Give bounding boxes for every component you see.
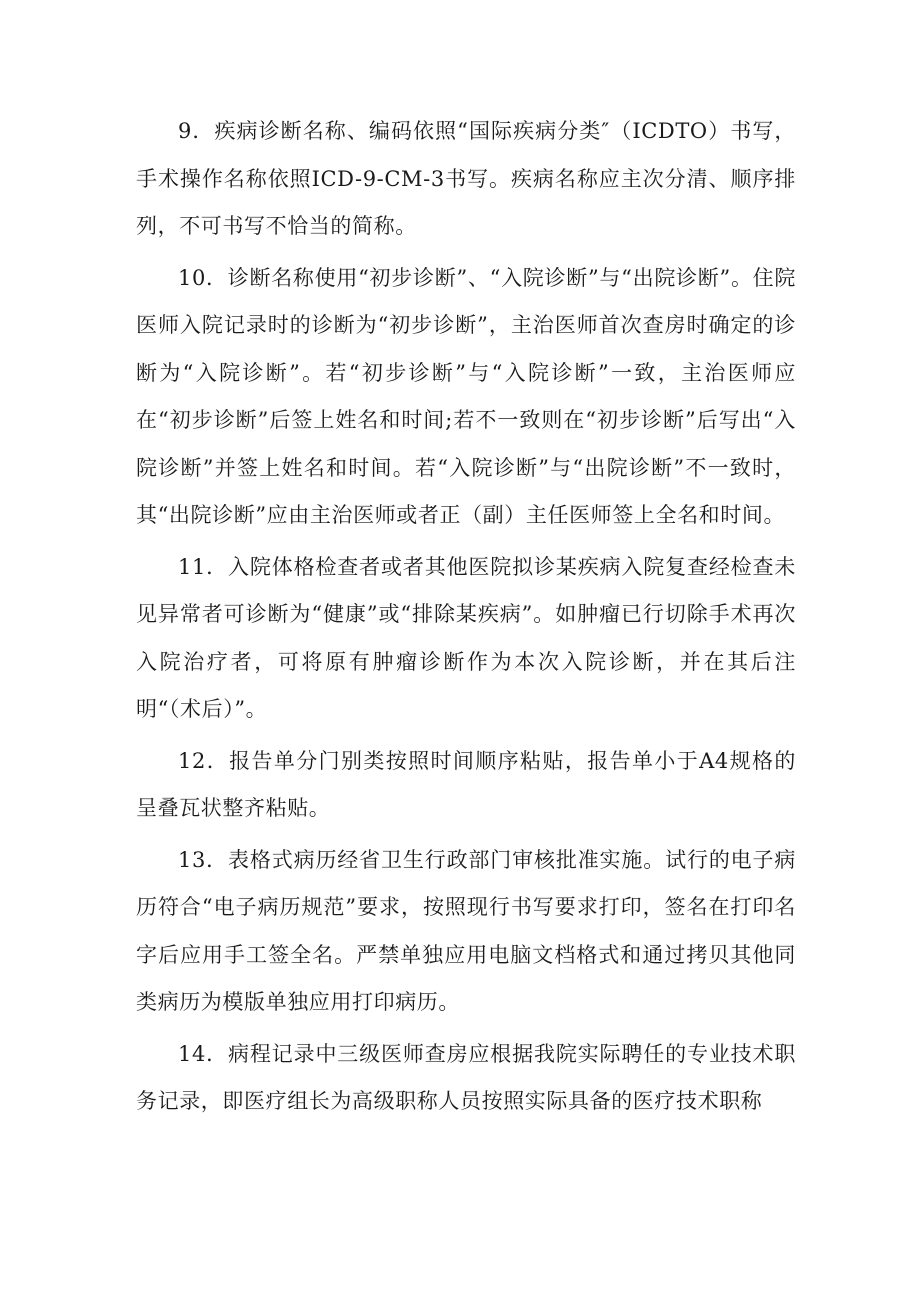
paragraph-item-9: 9．疾病诊断名称、编码依照“国际疾病分类″（ICDTO）书写，手术操作名称依照ICD-9-CM-3书写。疾病名称应主次分清、顺序排列，不可书写不恰当的简称。 bbox=[136, 119, 796, 238]
paragraph-item-13: 13．表格式病历经省卫生行政部门审核批准实施。试行的电子病历符合“电子病历规范”要求，按照现行书写要求打印，签名在打印名字后应用手工签全名。严禁单独应用电脑文档格式和通过拷贝其他同类病历为模版单独应用打印病历。 bbox=[136, 847, 796, 1014]
paragraph-item-11: 11．入院体格检查者或者其他医院拟诊某疾病入院复查经检查未见异常者可诊断为“健康”或“排除某疾病”。如肿瘤已行切除手术再次入院治疗者，可将原有肿瘤诊断作为本次入院诊断，并在其后注明“（术后）”。 bbox=[136, 554, 796, 721]
document-body bbox=[136, 108, 796, 1130]
paragraph-item-14: 14．病程记录中三级医师查房应根据我院实际聘任的专业技术职务记录，即医疗组长为高级职称人员按照实际具备的医疗技术职称 bbox=[136, 1041, 796, 1113]
paragraph-item-10: 10．诊断名称使用“初步诊断”、“入院诊断”与“出院诊断”。住院医师入院记录时的诊断为“初步诊断”，主治医师首次查房时确定的诊断为“入院诊断”。若“初步诊断”与“入院诊断”一致，主治医师应在“初步诊断”后签上姓名和时间;若不一致则在“初步诊断”后写出“入院诊断”并签上姓名和时间。若“入院诊断”与“出院诊断”不一致时，其“出院诊断”应由主治医师或者正（副）主任医师签上全名和时间。 bbox=[136, 265, 796, 527]
paragraph-item-12: 12．报告单分门别类按照时间顺序粘贴，报告单小于A4规格的呈叠瓦状整齐粘贴。 bbox=[136, 748, 796, 820]
